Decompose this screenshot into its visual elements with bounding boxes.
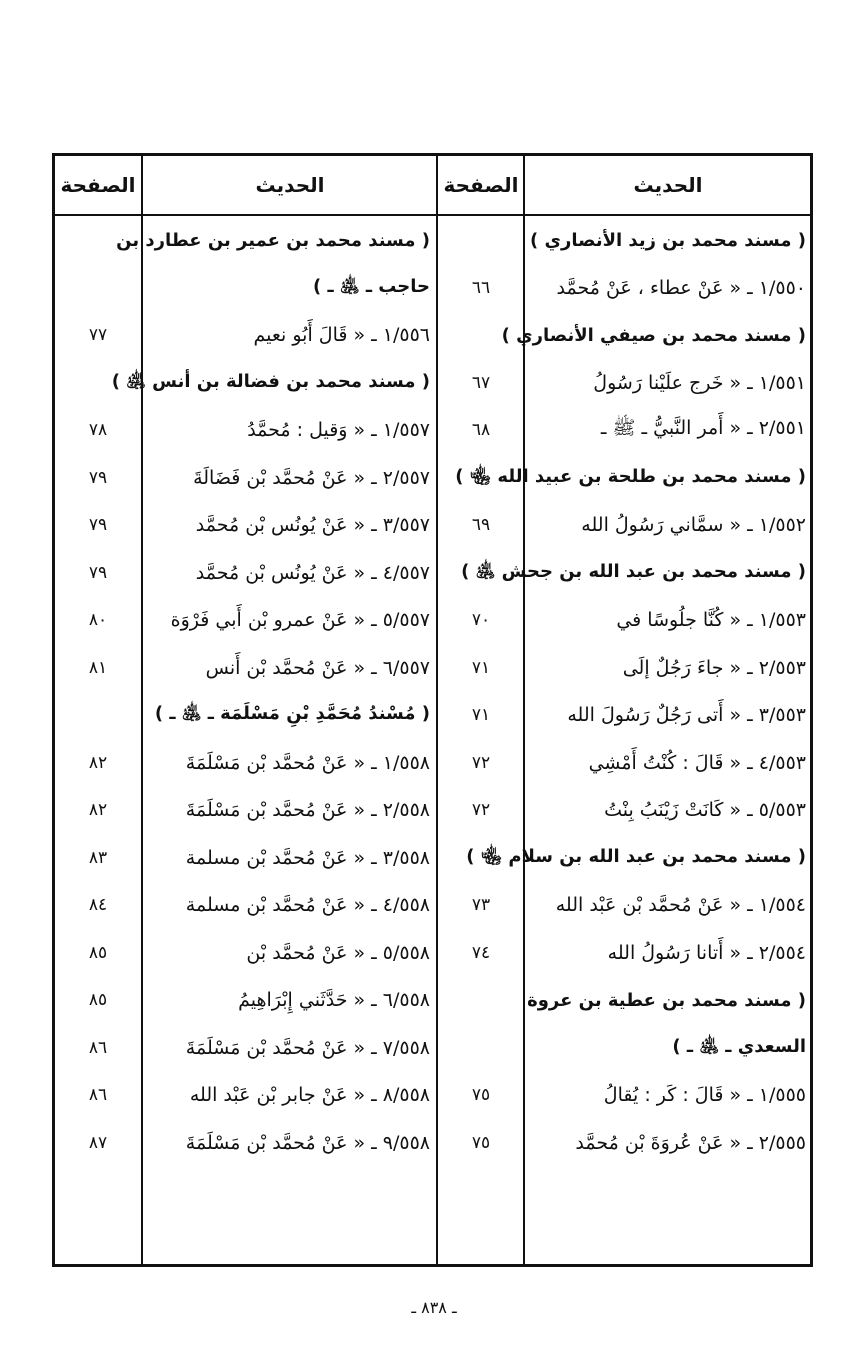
page-ref: ٨٣: [88, 847, 108, 868]
hadith-entry: ١/٥٥٦ ـ « قَالَ أَبُو نعيم: [253, 324, 430, 346]
column-divider: [436, 153, 438, 1267]
hadith-entry: ١/٥٥٠ ـ « عَنْ عطاء ، عَنْ مُحمَّد: [556, 276, 806, 299]
hadith-entry: ٦/٥٥٧ ـ « عَنْ مُحمَّد بْن أَنس: [205, 656, 430, 679]
section-heading: السعدي ـ ﵁ ـ ): [672, 1035, 806, 1057]
section-heading: ( مسند محمد بن طلحة بن عبيد الله ﵄ ): [455, 465, 806, 487]
page-ref: ٧٩: [88, 515, 108, 535]
page-ref: ٧١: [471, 705, 491, 725]
column-divider: [141, 153, 143, 1267]
hadith-entry: ٢/٥٥٣ ـ « جاءَ رَجُلٌ إلَى: [622, 656, 806, 679]
hadith-entry: ٤/٥٥٣ ـ « قَالَ : كُنْتُ أَمْشِي: [588, 751, 806, 774]
page-ref: ٧٤: [471, 942, 491, 963]
hadith-entry: ١/٥٥٣ ـ « كُنَّا جلُوسًا في: [616, 609, 806, 631]
page-ref: ٦٩: [471, 515, 491, 535]
page-ref: ٧٥: [471, 1132, 491, 1153]
page-ref: ٨٥: [88, 990, 108, 1010]
page-ref: ٨٢: [88, 752, 108, 773]
hadith-entry: ٤/٥٥٨ ـ « عَنْ مُحمَّد بْن مسلمة: [185, 894, 430, 916]
hadith-entry: ٢/٥٥٧ ـ « عَنْ مُحمَّد بْن فَضَالَةَ: [193, 466, 430, 489]
section-heading: ( مسند محمد بن عبد الله بن سلام ﵄ ): [466, 845, 806, 867]
page-ref: ٧١: [471, 657, 491, 678]
hadith-entry: ٦/٥٥٨ ـ « حَدَّثَني إِبْرَاهِيمُ: [238, 989, 430, 1011]
section-heading: ( مسند محمد بن زيد الأنصاري ): [529, 229, 806, 251]
section-heading: ( مسند محمد بن عطية بن عروة: [527, 989, 806, 1011]
header-right-hadith: الحديث: [633, 173, 703, 197]
page-ref: ٨٦: [88, 1037, 108, 1058]
page-ref: ٧٢: [471, 800, 491, 820]
hadith-entry: ١/٥٥٧ ـ « وَقيل : مُحمَّدُ: [247, 419, 430, 441]
page-ref: ٨١: [88, 657, 108, 678]
header-divider: [52, 214, 813, 216]
hadith-entry: ٩/٥٥٨ ـ « عَنْ مُحمَّد بْن مَسْلَمَةَ: [185, 1131, 430, 1154]
section-heading: ( مسند محمد بن صيفي الأنصاري ): [501, 324, 806, 346]
page-ref: ٦٦: [471, 277, 491, 298]
page-ref: ٧٣: [471, 895, 491, 915]
page-ref: ٧٢: [471, 752, 491, 773]
page-ref: ٨٢: [88, 800, 108, 820]
hadith-entry: ٣/٥٥٣ ـ « أَتى رَجُلٌ رَسُولَ الله: [567, 704, 806, 726]
page-ref: ٨٤: [88, 895, 108, 915]
page-ref: ٧٠: [471, 610, 491, 630]
hadith-entry: ٥/٥٥٧ ـ « عَنْ عمرو بْن أَبي فَرْوَة: [170, 609, 430, 631]
hadith-entry: ٢/٥٥٨ ـ « عَنْ مُحمَّد بْن مَسْلَمَةَ: [185, 799, 430, 821]
hadith-entry: ٨/٥٥٨ ـ « عَنْ جابر بْن عَبْد الله: [189, 1084, 430, 1106]
hadith-entry: ٢/٥٥١ ـ « أَمر النَّبيُّ ـ ﷺ ـ: [600, 417, 806, 439]
hadith-entry: ١/٥٥٢ ـ « سمَّاني رَسُولُ الله: [581, 514, 806, 536]
page-ref: ٧٨: [88, 420, 108, 440]
section-heading: ( مسند محمد بن فضالة بن أنس ﵁ ): [111, 370, 430, 392]
section-heading: حاجب ـ ﵁ ـ ): [312, 275, 430, 297]
section-heading: ( مسند محمد بن عمير بن عطارد بن: [116, 229, 430, 251]
hadith-entry: ١/٥٥٨ ـ « عَنْ مُحمَّد بْن مَسْلَمَةَ: [185, 751, 430, 774]
hadith-entry: ٤/٥٥٧ ـ « عَنْ يُونُس بْن مُحمَّد: [195, 561, 430, 584]
hadith-entry: ٧/٥٥٨ ـ « عَنْ مُحمَّد بْن مَسْلَمَةَ: [185, 1036, 430, 1059]
hadith-entry: ٢/٥٥٥ ـ « عَنْ عُروَةَ بْن مُحمَّد: [575, 1131, 806, 1154]
section-heading: ( مُسْندُ مُحَمَّدِ بْنِ مَسْلَمَة ـ ﵁ ـ ): [154, 703, 430, 724]
page-number: ـ ٨٣٨ ـ: [411, 1298, 457, 1317]
hadith-entry: ٢/٥٥٤ ـ « أَتانا رَسُولُ الله: [607, 941, 806, 964]
hadith-entry: ١/٥٥٥ ـ « قَالَ : كَر : يُقالُ: [603, 1084, 806, 1106]
page-ref: ٨٧: [88, 1132, 108, 1153]
hadith-entry: ٥/٥٥٨ ـ « عَنْ مُحمَّد بْن: [246, 941, 430, 964]
page-ref: ٨٥: [88, 942, 108, 963]
page-ref: ٧٧: [88, 325, 108, 345]
header-right-page: الصفحة: [443, 173, 519, 197]
hadith-entry: ٥/٥٥٣ ـ « كَانَتْ زَيْنَبُ بِنْتُ: [604, 799, 806, 821]
hadith-entry: ٣/٥٥٨ ـ « عَنْ مُحمَّد بْن مسلمة: [185, 846, 430, 869]
hadith-entry: ٣/٥٥٧ ـ « عَنْ يُونُس بْن مُحمَّد: [195, 514, 430, 536]
page-ref: ٨٦: [88, 1085, 108, 1105]
header-left-hadith: الحديث: [255, 173, 325, 197]
page-ref: ٧٥: [471, 1085, 491, 1105]
section-heading: ( مسند محمد بن عبد الله بن جحش ﵁ ): [461, 560, 806, 582]
page-ref: ٧٩: [88, 562, 108, 583]
page-ref: ٧٩: [88, 467, 108, 488]
hadith-entry: ١/٥٥١ ـ « خَرج علَيْنا رَسُولُ: [593, 371, 806, 394]
hadith-entry: ١/٥٥٤ ـ « عَنْ مُحمَّد بْن عَبْد الله: [555, 894, 806, 916]
header-left-page: الصفحة: [60, 173, 136, 197]
page-ref: ٦٨: [471, 420, 491, 440]
page-ref: ٦٧: [471, 372, 491, 393]
page-ref: ٨٠: [88, 610, 108, 630]
column-divider: [523, 153, 525, 1267]
